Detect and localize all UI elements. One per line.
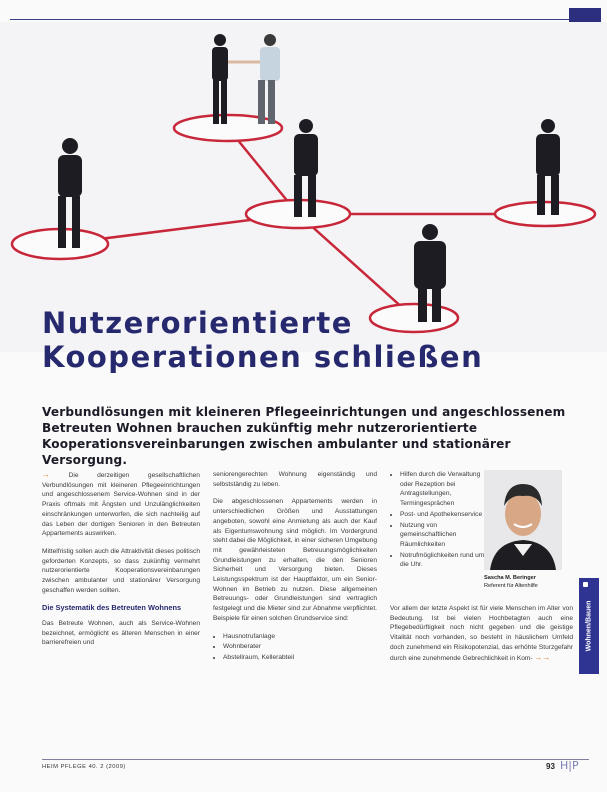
list-item: • Post- und Apothekenservice [400,510,490,520]
service-list [213,632,377,663]
column-2 [213,470,377,664]
column-1 [42,470,200,656]
author-portrait [484,470,562,570]
tab-marker-icon [583,582,588,587]
intro-text: Die derzeitigen gesellschaftlichen Verbundlösungen mit kleineren Pflegeeinrichtungen und angeschlossenem Service-Wohnen sind in der Praxis oftmals mit Ängsten und Unzulänglichkeiten einschränkungen unterworfen, die sich nachteilig auf das Leben der dortigen Senioren in den Betreuten Appartements auswirken. [42,472,200,538]
paragraph [390,604,573,663]
hero-image [0,22,607,352]
paragraph: Die abgeschlossenen Appartements werden in unterschiedlichen Größen und Ausstattungen angeboten, sowohl eine Anmietung als auch der Kauf als Eigentumswohnung sind möglich. Im Vordergrund steht dabei die Möglichkeit, in einer sicheren Umgebung mit gewährleisteten Betreuungsmöglichkeiten Grundleistungen zu erhalten, die den Senioren Sicherheit und Versorgung bieten. Dieses Leistungsspektrum ist der Hauptfaktor, um ein Senior-Wohnen im Betrieb zu nutzen. Diese allgemeinen Betreuungs- oder Grundleistungen sind vertraglich festgelegt und die Mieter sind zur Abnahme verpflichtet. Beispiele für einen solchen Grundservice sind: [213,498,377,622]
paragraph: Mittelfristig sollen auch die Attraktivität dieses politisch geforderten Konzepts, so dass zukünftig vermehrt nutzerorientierte Kooperationsvereinbarungen zwischen ambulanter und stationärer Versorgung geschaffen werden sollten. [42,547,200,594]
list-item: • Wohnberater [223,642,377,652]
magazine-logo: H|P [560,759,579,772]
intro-paragraph [42,470,200,539]
headline-line-1: Nutzerorientierte [42,306,353,340]
section-heading: Die Systematik des Betreuten Wohnens [42,603,182,613]
footer-citation: HEIM PFLEGE 40. 2 (2009) [42,764,126,770]
portrait-caption [484,574,574,590]
list-item: • Hausnotrufanlage [223,632,377,642]
paragraph: seniorengerechten Wohnung eigenständig und selbstständig zu leben. [213,471,377,488]
list-item: • Notrufmöglichkeiten rund um die Uhr. [400,551,490,570]
page-number: 93 [546,762,555,771]
paragraph-text: Vor allem der letzte Aspekt ist für viele Menschen im Alter von Bedeutung. Ist bei vielen Hochbetagten auch eine Pflegebedürftigkeit noch nicht gegeben und die geistige Vitalität noch vorhanden, so besteht in häuslichem Umfeld doch zunehmend ein Risikopotenzial, das erhöhte Sturzgefahr durch eine zunehmende Gebrechlichkeit in Kom- [390,605,573,662]
continue-arrow-icon: →→ [534,652,551,662]
list-item: • Abstellraum, Kellerabteil [223,653,377,663]
paragraph: Das Betreute Wohnen, auch als Service-Wohnen bezeichnet, ermöglicht es älteren Menschen in einer barrierefreien und [42,619,200,647]
service-list-continued [390,470,490,570]
list-item: • Nutzung von gemeinschaftlichen Räumlichkeiten [400,521,490,550]
footer-rule [42,759,589,760]
section-tab [579,578,599,674]
list-item: • Hilfen durch die Verwaltung oder Rezeption bei Antragstellungen, Termingesprächen [400,470,490,509]
header-rule [10,19,569,20]
headline [42,306,582,374]
headline-line-2: Kooperationen schließen [42,340,484,374]
lead-paragraph: Verbundlösungen mit kleineren Pflegeeinrichtungen und angeschlossenem Betreuten Wohnen brauchen zukünftig mehr nutzerorientierte Kooperationsvereinbarungen zwischen ambulanter und stationärer Versorgung. [42,405,566,467]
section-tab-label: Wohnen/Bauen [585,600,593,652]
author-role: Referent für Altenhilfe [484,583,538,589]
author-name: Sascha M. Beringer [484,575,536,581]
arrow-icon: → [42,470,50,479]
column-3-text [390,604,573,671]
